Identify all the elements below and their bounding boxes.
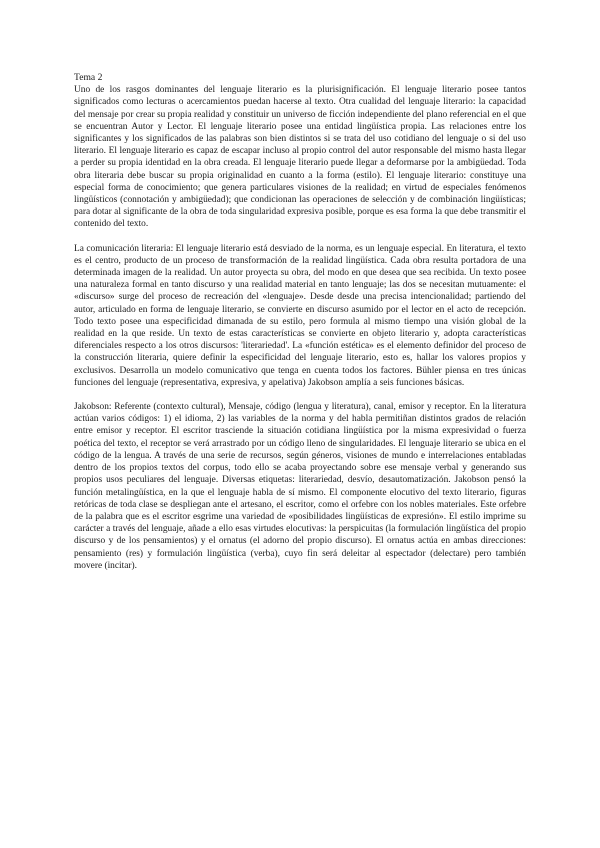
document-page: [74, 72, 526, 584]
paragraph-comunicacion-literaria: La comunicación literaria: El lenguaje literario está desviado de la norma, es un lenguaje especial. En literatura, el texto es el centro, producto de un proceso de transformación de la realidad lingüística. Cada obra resulta portadora de una determinada imagen de la realidad. Un autor proyecta su obra, del modo en que desea que sea recibida. Un texto posee una naturaleza formal en tanto discurso y una realidad material en tanto lenguaje; las dos se necesitan mutuamente: el «discurso» surge del proceso de recreación del «lenguaje». Desde desde una precisa intencionalidad; partiendo del autor, articulado en forma de lenguaje literario, se convierte en discurso asumido por el lector en el acto de recepción. Todo texto posee una especificidad dimanada de su estilo, pero formula al mismo tiempo una visión global de la realidad en la que reside. Un texto de estas características se convierte en objeto literario y, adopta características diferenciales respecto a los otros discursos: 'literariedad'. La «función estética» es el elemento definidor del proceso de la construcción literaria, quiere definir la especificidad del lenguaje literario, esto es, hallar los valores propios y exclusivos. Desarrolla un modelo comunicativo que tenga en cuenta todos los factores. Bühler piensa en tres únicas funciones del lenguaje (representativa, expresiva, y apelativa) Jakobson amplía a seis funciones básicas.: [74, 243, 526, 388]
paragraph-jakobson: Jakobson: Referente (contexto cultural), Mensaje, código (lengua y literatura), canal, emisor y receptor. En la literatura actúan varios códigos: 1) el idioma, 2) las variables de la norma y del habla permitiñan distintos grados de relación entre emisor y receptor. El escritor trasciende la situación cotidiana lingüística por la misma expresividad o fuerza poética del texto, el receptor se verá arrastrado por un código lleno de singularidades. El lenguaje literario se ubica en el código de la lengua. A través de una serie de recursos, según géneros, visiones de mundo e interrelaciones entabladas dentro de los propios textos del corpus, todo ello se acaba proyectando sobre ese mensaje verbal y generando sus propios usos peculiares del lenguaje. Diversas etiquetas: literariedad, desvío, desautomatización. Jakobson pensó la función metalingüística, en la que el lenguaje habla de sí mismo. El componente elocutivo del texto literario, figuras retóricas de toda clase se despliegan ante el artesano, el escritor, como el orfebre con los nobles materiales. Este orfebre de la palabra que es el escritor esgrime una variedad de «posibilidades lingüísticas de expresión». El estilo imprime su carácter a través del lenguaje, añade a ello esas virtudes elocutivas: la perspicuitas (la formulación lingüística del propio discurso y de los pensamientos) y el ornatus (el adorno del propio discurso). El ornatus actúa en ambas direcciones: pensamiento (res) y formulación lingüística (verba), cuyo fin será deleitar al espectador (delectare) pero también movere (incitar).: [74, 402, 526, 571]
document-title: Tema 2: [74, 72, 103, 83]
paragraph-plurisignificacion: Uno de los rasgos dominantes del lenguaje literario es la plurisignificación. El lenguaje literario posee tantos significados como lecturas o acercamientos puedan hacerse al texto. Otra cualidad del lenguaje literario: la capacidad del mensaje por crear su propia realidad y constituir un universo de ficción independiente del plano referencial en el que se encuentran Autor y Lector. El lenguaje literario posee una entidad lingüística propia. Las relaciones entre los significantes y los significados de las palabras son bien distintos si se trata del uso cotidiano del lenguaje o si del uso literario. El lenguaje literario es capaz de escapar incluso al propio control del autor responsable del mismo hasta llegar a perder su propia identidad en la obra creada. El lenguaje literario puede llegar a deformarse por la ambigüedad. Toda obra literaria debe buscar su propia originalidad en cuanto a la forma (estilo). El lenguaje literario: constituye una especial forma de conocimiento; que genera particulares visiones de la realidad; en virtud de especiales fenómenos lingüísticos (connotación y ambigüedad); que condicionan las operaciones de selección y de combinación lingüísticas; para dotar al significante de la obra de toda singularidad expresiva posible, porque es esa forma la que debe transmitir el contenido del texto.: [74, 85, 526, 230]
